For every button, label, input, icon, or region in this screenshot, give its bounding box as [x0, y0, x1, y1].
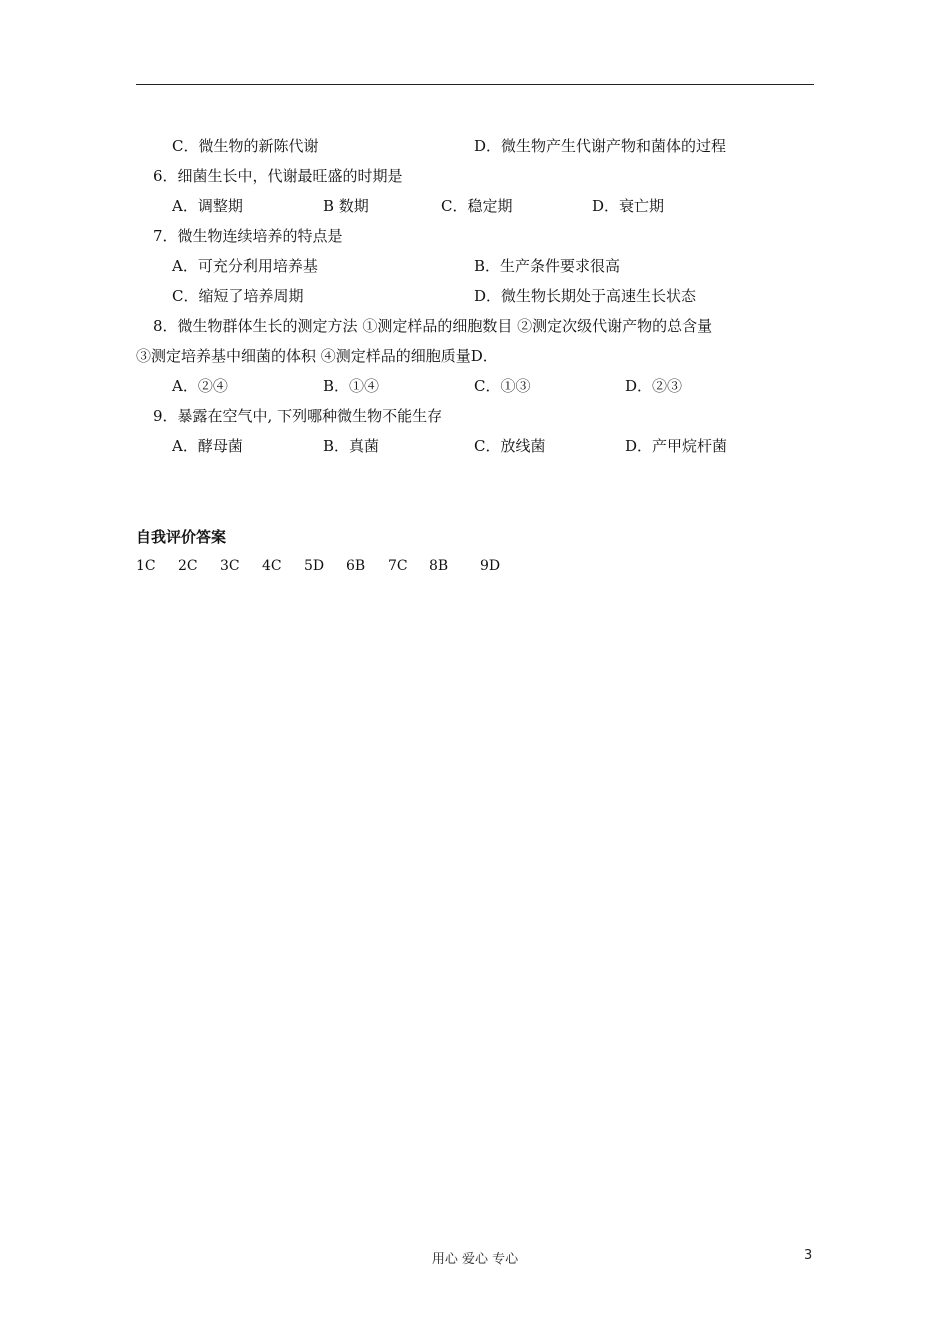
- answer-item: 2C: [178, 558, 198, 574]
- q7-option-a: A．可充分利用培养基: [172, 257, 318, 275]
- q9-option-b: B．真菌: [323, 437, 380, 455]
- answer-item: 7C: [388, 558, 408, 574]
- q9-stem: 9．暴露在空气中, 下列哪种微生物不能生存: [153, 407, 443, 425]
- answers-heading: 自我评价答案: [136, 528, 227, 546]
- q7-option-b: B．生产条件要求很高: [474, 257, 621, 275]
- q7-option-c: C．缩短了培养周期: [172, 287, 304, 305]
- q6-option-c: C．稳定期: [441, 197, 513, 215]
- q6-option-b: B 数期: [323, 197, 369, 215]
- q8-option-c: C．①③: [474, 377, 531, 395]
- page-number: 3: [804, 1248, 813, 1263]
- q6-stem: 6．细菌生长中，代谢最旺盛的时期是: [153, 167, 403, 185]
- q5-option-c: C．微生物的新陈代谢: [172, 137, 319, 155]
- q6-option-a: A．调整期: [172, 197, 243, 215]
- q8-option-a: A．②④: [172, 377, 228, 395]
- answer-item: 5D: [304, 558, 325, 574]
- answer-item: 3C: [220, 558, 240, 574]
- q8-stem-line2: ③测定培养基中细菌的体积 ④测定样品的细胞质量D．: [136, 347, 498, 365]
- answer-item: 9D: [480, 558, 501, 574]
- answer-item: 8B: [429, 558, 449, 574]
- q9-option-a: A．酵母菌: [172, 437, 243, 455]
- answer-item: 4C: [262, 558, 282, 574]
- q7-option-d: D．微生物长期处于高速生长状态: [474, 287, 697, 305]
- q8-option-d: D．②③: [625, 377, 683, 395]
- answer-item: 6B: [346, 558, 366, 574]
- q5-option-d: D．微生物产生代谢产物和菌体的过程: [474, 137, 727, 155]
- q8-option-b: B．①④: [323, 377, 380, 395]
- answer-item: 1C: [136, 558, 156, 574]
- q7-stem: 7．微生物连续培养的特点是: [153, 227, 343, 245]
- footer-slogan: 用心 爱心 专心: [431, 1252, 519, 1267]
- header-rule: [136, 84, 814, 85]
- q9-option-c: C．放线菌: [474, 437, 546, 455]
- q8-stem-line1: 8．微生物群体生长的测定方法 ①测定样品的细胞数目 ②测定次级代谢产物的总含量: [153, 317, 713, 335]
- q9-option-d: D．产甲烷杆菌: [625, 437, 728, 455]
- q6-option-d: D．衰亡期: [592, 197, 665, 215]
